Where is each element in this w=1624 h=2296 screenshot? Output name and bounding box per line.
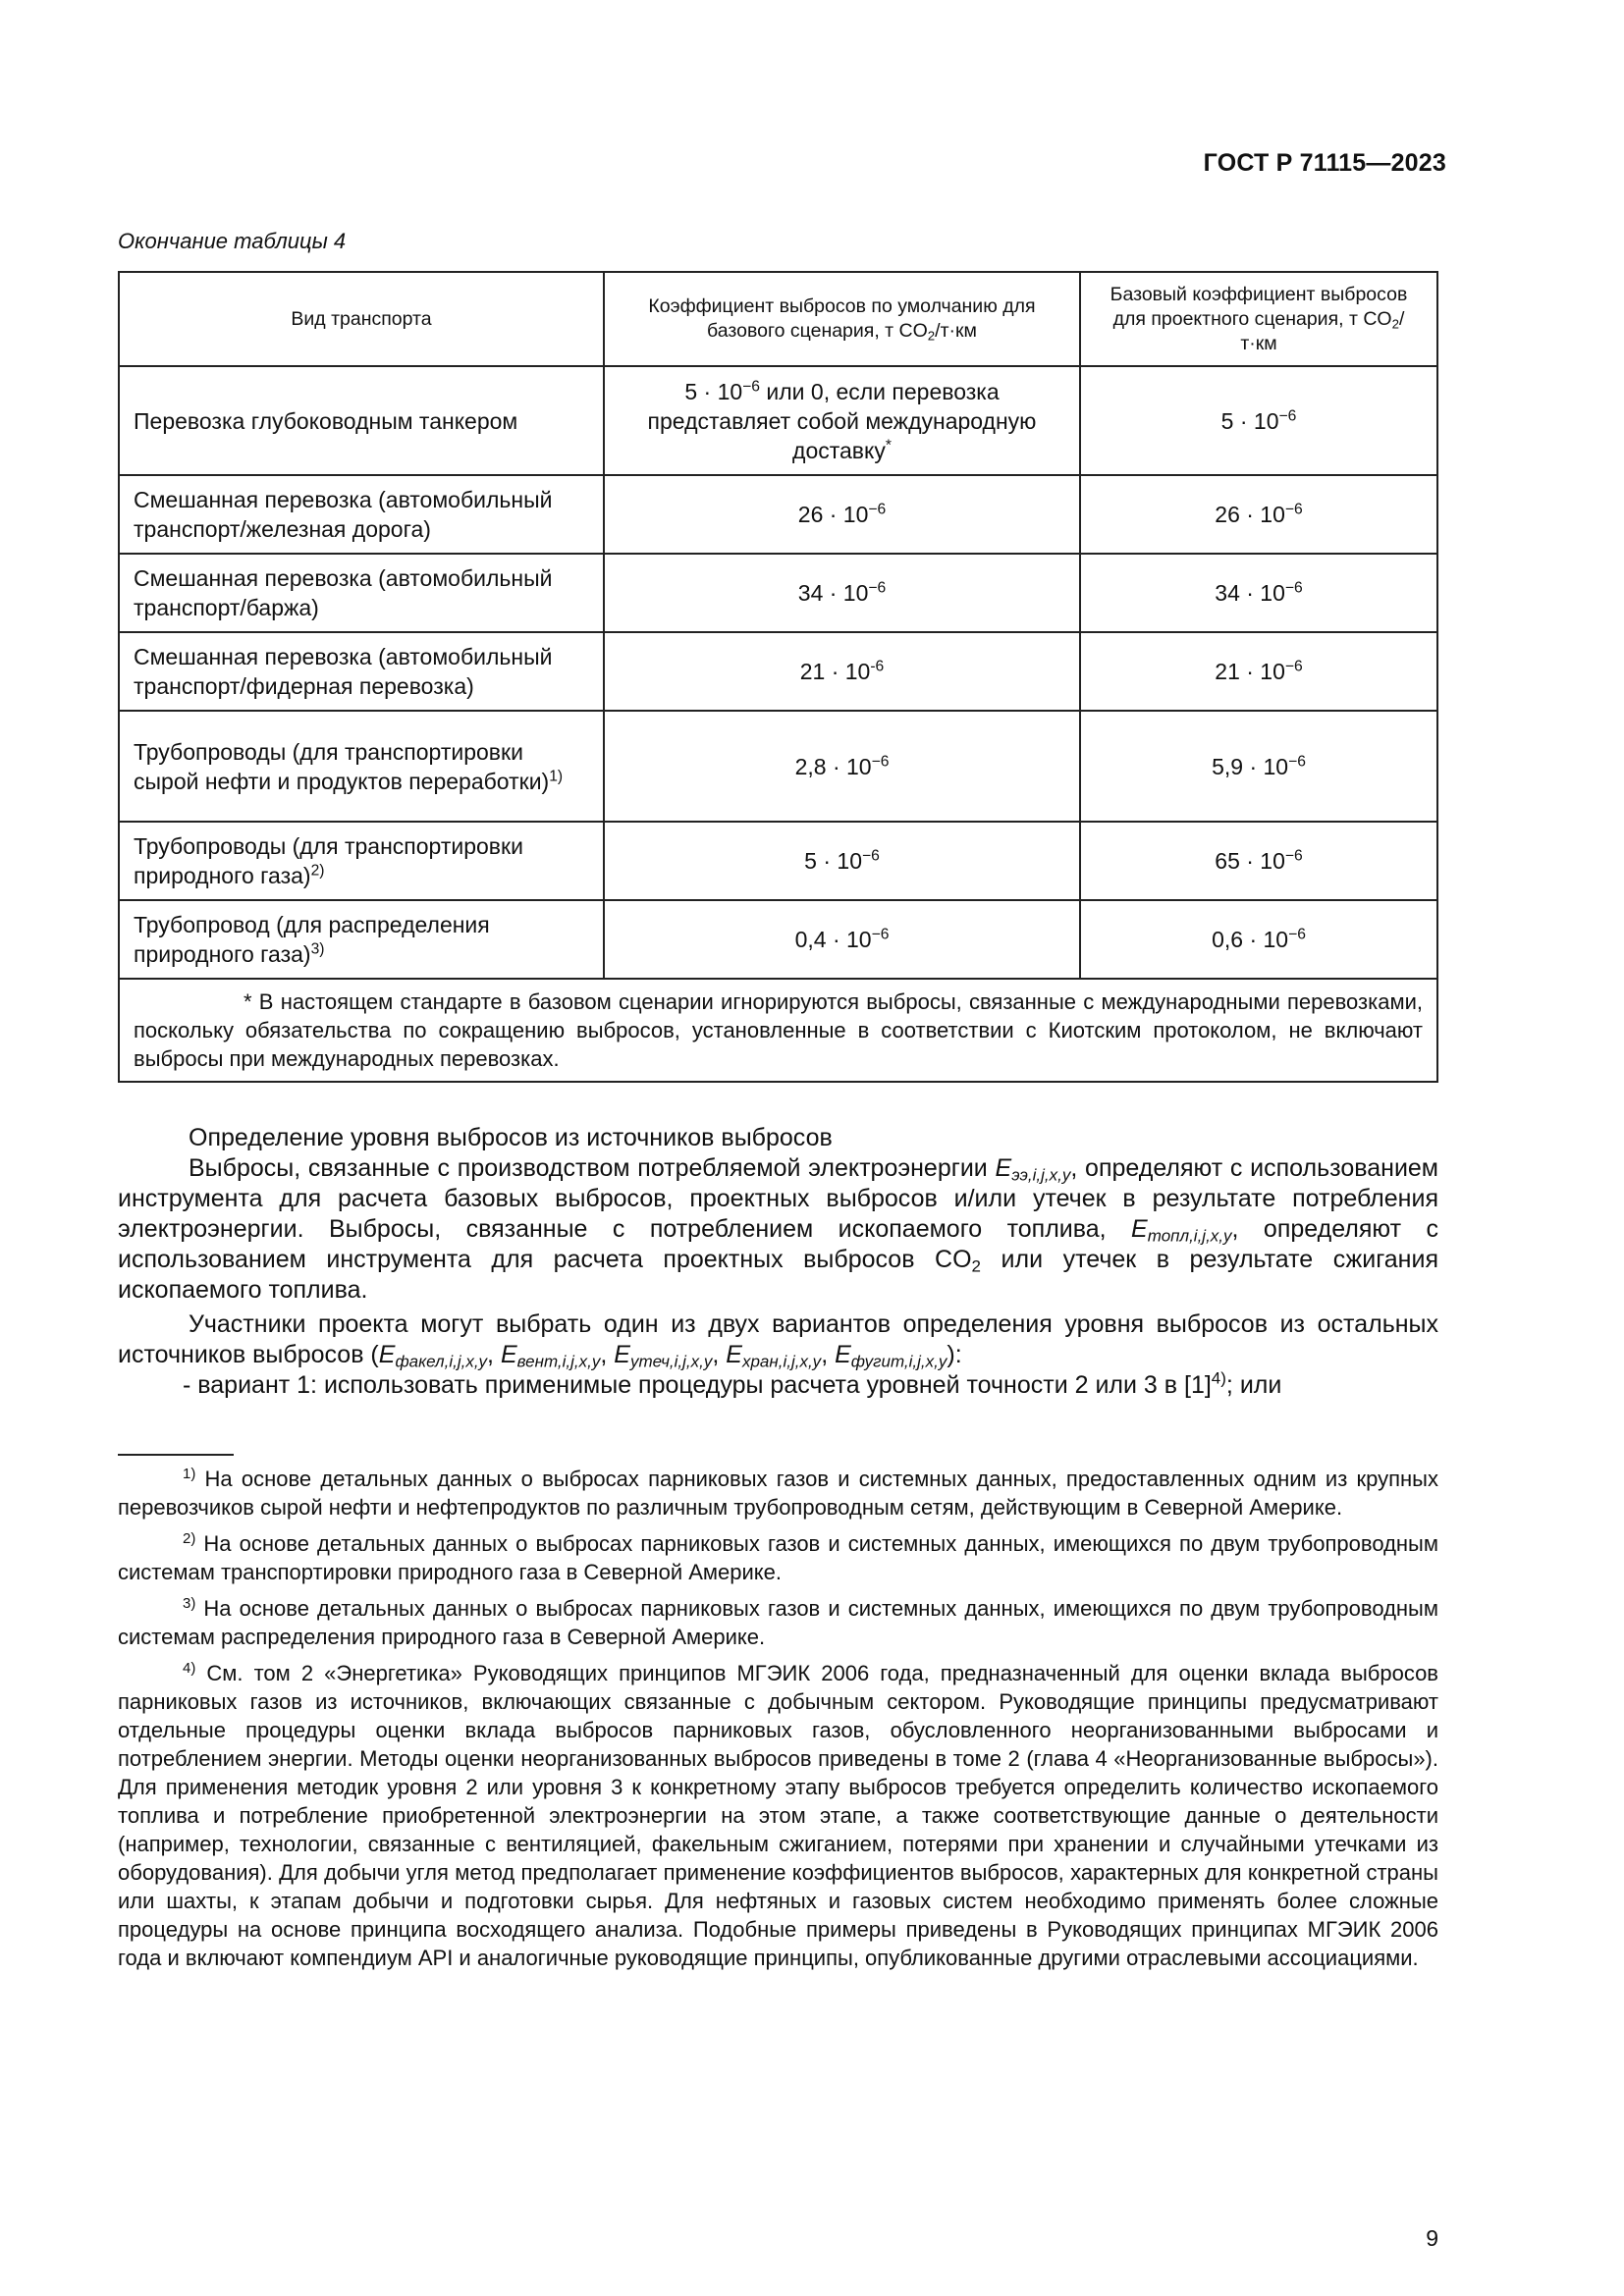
paragraph-other-sources: Участники проекта могут выбрать один из двух вариантов определения уровня выбросов из остальных источников выбросов ($E_{факел,i,j,x,y}$, $E_{вент,i,j,x,y}$, $E_{утеч,i,j,x,y}$, $E_{хран,i,j,x,y}$, $E_{фугит,i,j,x,y}$):: [118, 1310, 1438, 1371]
base-coefficient-cell: $0,6 \cdot 10^{-6}$: [1080, 900, 1437, 979]
main-text: [118, 1123, 1438, 1401]
transport-type-cell: Смешанная перевозка (автомобильный транспорт/фидерная перевозка): [119, 632, 604, 711]
footnote-4: $^{4)}$ См. том 2 «Энергетика» Руководящих принципов МГЭИК 2006 года, предназначенный для оценки вклада выбросов парниковых газов из источников, включающих связанные с добычным сектором. Руководящие принципы предусматривают отдельные процедуры оценки вклада выбросов парниковых газов, обусловленного неорганизованными выбросами и потреблением энергии. Методы оценки неорганизованных выбросов приведены в томе 2 (глава 4 «Неорганизованные выбросы»). Для применения методик уровня 2 или уровня 3 к конкретному этапу выбросов требуется определить количество ископаемого топлива и потребление приобретенной электроэнергии на этом этапе, а также соответствующие данные о деятельности (например, технологии, связанные с вентиляцией, факельным сжиганием, потерями при хранении и случайными утечками из оборудования). Для добычи угля метод предполагает применение коэффициентов выбросов, характерных для конкретной страны или шахты, к этапам добычи и подготовки сырья. Для нефтяных и газовых систем необходимо применять более сложные процедуры на основе принципа восходящего анализа. Подобные примеры приведены в Руководящих принципах МГЭИК 2006 года и включают компендиум API и аналогичные руководящие принципы, опубликованные другими отраслевыми ассоциациями.: [118, 1659, 1438, 1970]
base-coefficient-cell: $34 \cdot 10^{-6}$: [1080, 554, 1437, 632]
footnotes: [118, 1465, 1438, 1972]
footnote-1: $^{1)}$ На основе детальных данных о выбросах парниковых газов и системных данных, предоставленных одним из крупных перевозчиков сырой нефти и нефтепродуктов по различным трубопроводным сетям, действующим в Северной Америке.: [118, 1465, 1438, 1520]
section-heading: Определение уровня выбросов из источников выбросов: [189, 1124, 833, 1151]
transport-type-cell: Смешанная перевозка (автомобильный транспорт/железная дорога): [119, 475, 604, 554]
list-item-option-1: - вариант 1: использовать применимые процедуры расчета уровней точности 2 или 3 в $[1]^{4)}$; или: [183, 1368, 1282, 1399]
table-note-row: [119, 979, 1437, 1082]
emission-factors-table: [118, 271, 1438, 1083]
default-coefficient-cell: $2,8 \cdot 10^{-6}$: [604, 711, 1080, 822]
base-coefficient-cell: $21 \cdot 10^{-6}$: [1080, 632, 1437, 711]
table-row: [119, 366, 1437, 475]
default-coefficient-cell: $26 \cdot 10^{-6}$: [604, 475, 1080, 554]
base-coefficient-cell: $5 \cdot 10^{-6}$: [1080, 366, 1437, 475]
header-default-coefficient: Коэффициент выбросов по умолчанию для базового сценария, т $CO_2/т\cdot км$: [604, 272, 1080, 366]
transport-type-cell: Трубопроводы (для транспортировки сырой нефти и продуктов переработки)$^{1)}$: [119, 711, 604, 822]
default-coefficient-cell: $21 \cdot 10^{-6}$: [604, 632, 1080, 711]
default-coefficient-cell: $0,4 \cdot 10^{-6}$: [604, 900, 1080, 979]
table-caption: Окончание таблицы 4: [118, 229, 347, 253]
footnote-3: $^{3)}$ На основе детальных данных о выбросах парниковых газов и системных данных, имеющихся по двум трубопроводным системам распределения природного газа в Северной Америке.: [118, 1594, 1438, 1649]
table-row: [119, 632, 1437, 711]
footnote-2: $^{2)}$ На основе детальных данных о выбросах парниковых газов и системных данных, имеющихся по двум трубопроводным системам транспортировки природного газа в Северной Америке.: [118, 1529, 1438, 1584]
table-row: [119, 711, 1437, 822]
table-row: [119, 900, 1437, 979]
base-coefficient-cell: $26 \cdot 10^{-6}$: [1080, 475, 1437, 554]
table-note: * В настоящем стандарте в базовом сценарии игнорируются выбросы, связанные с международными перевозками, поскольку обязательства по сокращению выбросов, установленные в соответствии с Киотским протоколом, не включают выбросы при международных перевозках.: [119, 979, 1437, 1082]
table-row: [119, 475, 1437, 554]
transport-type-cell: Трубопроводы (для транспортировки природного газа)$^{2)}$: [119, 822, 604, 900]
table-row: [119, 554, 1437, 632]
transport-type-cell: Трубопровод (для распределения природного газа)$^{3)}$: [119, 900, 604, 979]
standard-designation: ГОСТ Р 71115—2023: [1203, 149, 1446, 177]
table-header-row: [119, 272, 1437, 366]
header-transport-type: Вид транспорта: [119, 272, 604, 366]
default-coefficient-cell: $5 \cdot 10^{-6}$: [604, 822, 1080, 900]
default-coefficient-cell: $5 \cdot 10^{-6}$ или 0, если перевозка представляет собой международную доставку*: [604, 366, 1080, 475]
transport-type-cell: Перевозка глубоководным танкером: [119, 366, 604, 475]
base-coefficient-cell: $65 \cdot 10^{-6}$: [1080, 822, 1437, 900]
table-row: [119, 822, 1437, 900]
default-coefficient-cell: $34 \cdot 10^{-6}$: [604, 554, 1080, 632]
header-base-coefficient: Базовый коэффициент выбросов для проектного сценария, т $CO_2/т\cdot км$: [1080, 272, 1437, 366]
paragraph-electricity-emissions: Выбросы, связанные с производством потребляемой электроэнергии $E_{ээ,i,j,x,y}$, определяют с использованием инструмента для расчета базовых выбросов, проектных выбросов и/или утечек в результате потребления электроэнергии. Выбросы, связанные с потреблением ископаемого топлива, $E_{топл,i,j,x,y}$, определяют с использованием инструмента для расчета проектных выбросов $CO_2$ или утечек в результате сжигания ископаемого топлива.: [118, 1154, 1438, 1304]
base-coefficient-cell: $5,9 \cdot 10^{-6}$: [1080, 711, 1437, 822]
transport-type-cell: Смешанная перевозка (автомобильный транспорт/баржа): [119, 554, 604, 632]
footnote-separator: [118, 1454, 234, 1456]
page-number: 9: [1426, 2225, 1438, 2251]
